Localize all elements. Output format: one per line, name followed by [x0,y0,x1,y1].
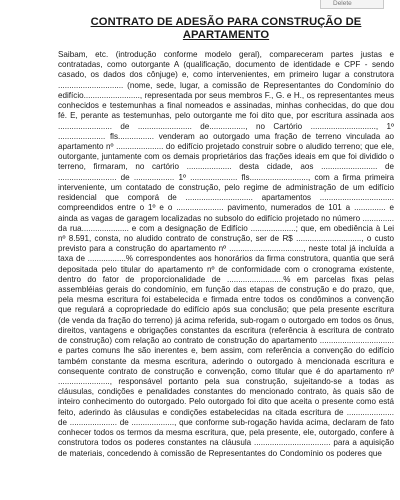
document-title-line-1: CONTRATO DE ADESÃO PARA CONSTRUÇÃO DE [90,16,362,28]
document-page [58,16,394,459]
document-title-line-2: APARTAMENTO [182,28,270,41]
delete-button[interactable]: Delete [320,0,384,9]
contract-paragraph: Saibam, etc. (introdução conforme modelo geral), compareceram partes justas e contratadas, como outorgante A (qualificação, documento de identidade e CPF - sendo casado, os dados dos cônjuge) e, como intervenientes, em primeiro lugar a construtora ............................. (nome, sede, lugar, a comissão de Representantes do Condomínio do edifício........................., representada por seus membros F., G. e H., os representantes meus conhecidos e testemunhas a final nomeados e assinadas, minhas conhecidas, do que dou fé. E, perante as testemunhas, pelo outorgante me foi dito que, por escritura assinada aos ........................ de ........................ de................, no Cartório ............................., 1º ..................... fls................ venderam ao outorgado uma fração de terreno vinculada ao apartamento nº ..................... do edifício projetado construir sobre o aludido terreno; que ele, outorgante, juntamente com os demais proprietários das frações ideais em que foi dividido o terreno, firmaram, no cartório .................... desta cidade, aos ......................... de .......................... de .................. 1º ..................... fls.........................., com a firma primeira interveniente, um contatado de construção, pelo regime de administração de um edifício residencial que comporá de .............................. apartamentos ................................. compreendidos entre o 1º e o ..................... pavimento, numerados de 101 a .............. e ainda as vagas de garagem localizadas no subsolo do edifício projetado no número .............. da rua..................... e com a designação de Edifício ....................; que, em obediência à Lei nº 8.591, consta, no aludido contrato de construção, ser de R$ ............................., o custo previsto para a construção do apartamento nº ................................., neste total já incluída a taxa de .................% correspondentes aos honorários da firma construtora, quantia que será depositada pelo titular do apartamento nº de conformidade com o cronograma existente, dentro do fator de proporcionalidade de .........................% em parcelas fixas pelas assembléias gerais do condomínio, em função das etapas de construção e do prazo, que, pela mesma escritura foi estabelecida e firmada entre todos os condôminos a convenção que regulará a copropriedade do edifício após sua conclusão; que pela presente escritura (de venda da fração do terreno) já acima referida, sub-rogam o outorgado em todos os ônus, direitos, vantagens e obrigações constantes da escritura (referência à escritura de contrato de construção) com relação ao contrato de construção do apartamento ................................. e partes comuns lhe são inerentes e, bem assim, com referência a convenção do edifício também constante da mesma escritura, aderindo o outorgado à mencionada escritura e consequente contrato de construção e convenção, como titular que é do apartamento nº ......................., responsável portanto pela sua construção, sujeitando-se a todas as cláusulas, condições e penalidades constantes do mencionado contrato, às quais são de inteiro conhecimento do outorgado. Pelo outorgado foi dito que aceita o presente como está feito, aderindo às cláusulas e condições estabelecidas na citada escritura de ..................... de ..................... de ..................., que conforme sub-rogação havida acima, declaram de fato conhecer todos os termos da mesma escritura, que, pela presente, ele, outorgado, confere à construtora todos os poderes constantes na cláusula .................................. para a aquisição de materiais, concedendo à comissão de Representantes do Condomínio os poderes que [58,50,394,458]
document-body [58,50,394,459]
top-toolbar [0,0,400,8]
document-title [58,16,394,41]
